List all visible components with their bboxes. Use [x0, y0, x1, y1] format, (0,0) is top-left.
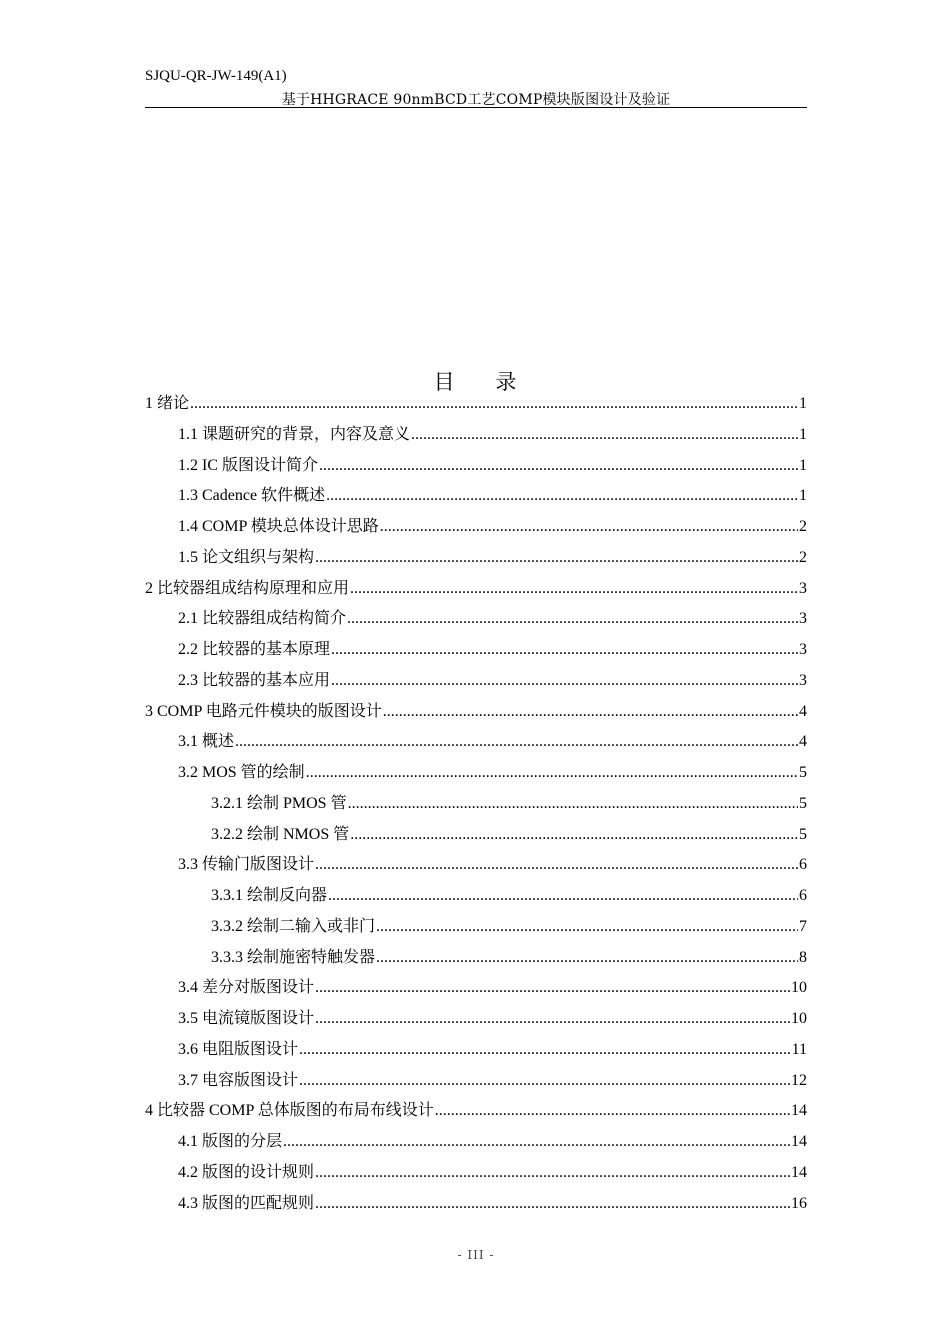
toc-entry-page: 14 — [791, 1133, 807, 1150]
toc-dot-leader — [376, 943, 798, 974]
toc-entry-page: 1 — [799, 395, 807, 412]
toc-entry-title: 3.2 MOS 管的绘制 — [178, 764, 305, 781]
toc-entry-title: 3.2.1 绘制 PMOS 管 — [211, 794, 347, 812]
toc-entry[interactable] — [145, 1066, 807, 1097]
toc-entry[interactable] — [145, 1035, 807, 1066]
toc-entry-page: 14 — [791, 1102, 807, 1120]
toc-entry-title: 3.3.2 绘制二输入或非门 — [211, 917, 376, 935]
toc-dot-leader — [299, 1066, 790, 1097]
toc-entry-title: 3.7 电容版图设计 — [178, 1071, 299, 1089]
toc-entry[interactable] — [145, 481, 807, 512]
toc-entry-page: 5 — [799, 794, 807, 812]
toc-entry-title: 2.2 比较器的基本原理 — [178, 641, 331, 658]
toc-entry[interactable] — [145, 1096, 807, 1127]
toc-entry-page: 6 — [799, 887, 807, 904]
toc-entry-page: 3 — [799, 671, 807, 689]
toc-entry-page: 8 — [799, 948, 807, 966]
toc-entry-page: 2 — [799, 518, 807, 535]
toc-entry-page: 1 — [799, 487, 807, 505]
toc-entry[interactable] — [145, 758, 807, 789]
toc-entry[interactable] — [145, 666, 807, 697]
toc-dot-leader — [315, 1004, 790, 1035]
page-number: - III - — [457, 1248, 495, 1262]
header-divider — [145, 107, 807, 108]
toc-entry-page: 3 — [799, 641, 807, 658]
toc-dot-leader — [319, 451, 798, 482]
toc-entry-page: 11 — [791, 1040, 807, 1058]
toc-entry[interactable] — [145, 1189, 807, 1220]
toc-entry-page: 16 — [791, 1194, 807, 1212]
toc-entry-page: 5 — [799, 764, 807, 781]
toc-dot-leader — [380, 512, 798, 543]
toc-entry[interactable] — [145, 389, 807, 420]
toc-dot-leader — [411, 420, 798, 451]
toc-entry[interactable] — [145, 451, 807, 482]
running-header-title: 基于HHGRACE 90nmBCD工艺COMP模块版图设计及验证 — [281, 92, 671, 108]
toc-dot-leader — [299, 1035, 791, 1066]
toc-entry-page: 7 — [799, 917, 807, 935]
toc-entry[interactable] — [145, 604, 807, 635]
toc-dot-leader — [348, 789, 798, 820]
toc-entry-title: 3.4 差分对版图设计 — [178, 979, 315, 997]
toc-dot-leader — [326, 481, 798, 512]
toc-dot-leader — [315, 1189, 790, 1220]
toc-entry-page: 3 — [799, 579, 807, 597]
toc-entry-page: 1 — [799, 456, 807, 474]
toc-dot-leader — [350, 820, 798, 851]
toc-entry[interactable] — [145, 727, 807, 758]
toc-entry[interactable] — [145, 850, 807, 881]
toc-dot-leader — [315, 1158, 790, 1189]
toc-dot-leader — [315, 973, 790, 1004]
toc-dot-leader — [350, 574, 798, 605]
table-of-contents — [145, 389, 807, 1219]
toc-entry-page: 4 — [799, 733, 807, 751]
toc-entry-page: 12 — [791, 1071, 807, 1089]
toc-entry[interactable] — [145, 543, 807, 574]
toc-entry-page: 14 — [791, 1163, 807, 1181]
toc-entry[interactable] — [145, 697, 807, 728]
toc-dot-leader — [328, 881, 798, 912]
toc-entry[interactable] — [145, 943, 807, 974]
toc-entry[interactable] — [145, 1127, 807, 1158]
toc-entry-title: 1 绪论 — [145, 395, 190, 412]
toc-dot-leader — [331, 666, 798, 697]
toc-entry[interactable] — [145, 881, 807, 912]
document-code: SJQU-QR-JW-149(A1) — [145, 68, 287, 84]
toc-entry-title: 1.4 COMP 模块总体设计思路 — [178, 518, 379, 535]
toc-dot-leader — [347, 604, 798, 635]
toc-entry-page: 10 — [791, 1010, 807, 1027]
toc-entry-title: 3.3 传输门版图设计 — [178, 856, 315, 874]
toc-entry[interactable] — [145, 912, 807, 943]
toc-entry[interactable] — [145, 820, 807, 851]
toc-entry-title: 3 COMP 电路元件模块的版图设计 — [145, 702, 382, 720]
toc-entry[interactable] — [145, 1158, 807, 1189]
toc-entry-page: 4 — [799, 702, 807, 720]
toc-dot-leader — [315, 850, 798, 881]
toc-entry-title: 2.1 比较器组成结构简介 — [178, 610, 347, 628]
toc-entry-title: 4.2 版图的设计规则 — [178, 1163, 315, 1181]
toc-entry-title: 2 比较器组成结构原理和应用 — [145, 579, 350, 597]
toc-entry[interactable] — [145, 789, 807, 820]
toc-entry[interactable] — [145, 1004, 807, 1035]
toc-dot-leader — [435, 1096, 790, 1127]
toc-entry-title: 3.5 电流镜版图设计 — [178, 1010, 315, 1027]
toc-entry-title: 4 比较器 COMP 总体版图的布局布线设计 — [145, 1102, 434, 1120]
toc-entry[interactable] — [145, 973, 807, 1004]
toc-heading: 目 录 — [433, 370, 519, 394]
toc-dot-leader — [383, 697, 798, 728]
toc-entry[interactable] — [145, 512, 807, 543]
toc-entry[interactable] — [145, 420, 807, 451]
toc-entry-page: 1 — [799, 425, 807, 443]
toc-entry-page: 2 — [799, 548, 807, 566]
toc-entry-title: 1.3 Cadence 软件概述 — [178, 487, 326, 505]
toc-entry-title: 3.6 电阻版图设计 — [178, 1040, 299, 1058]
toc-entry-title: 1.5 论文组织与架构 — [178, 548, 315, 566]
toc-entry-page: 6 — [799, 856, 807, 874]
toc-dot-leader — [190, 389, 798, 420]
toc-dot-leader — [283, 1127, 790, 1158]
toc-dot-leader — [306, 758, 798, 789]
toc-entry-title: 1.2 IC 版图设计简介 — [178, 456, 319, 474]
toc-entry-title: 2.3 比较器的基本应用 — [178, 671, 331, 689]
toc-entry-title: 3.2.2 绘制 NMOS 管 — [211, 825, 350, 843]
toc-dot-leader — [235, 727, 798, 758]
toc-dot-leader — [315, 543, 798, 574]
toc-entry[interactable] — [145, 574, 807, 605]
toc-entry-title: 3.3.1 绘制反向器 — [211, 887, 328, 904]
toc-entry-title: 3.1 概述 — [178, 733, 235, 751]
toc-dot-leader — [376, 912, 798, 943]
toc-dot-leader — [331, 635, 798, 666]
toc-entry-page: 10 — [791, 979, 807, 997]
toc-entry-title: 4.3 版图的匹配规则 — [178, 1194, 315, 1212]
toc-entry-page: 5 — [799, 825, 807, 843]
toc-entry-title: 1.1 课题研究的背景，内容及意义 — [178, 425, 411, 443]
toc-entry-title: 3.3.3 绘制施密特触发器 — [211, 948, 376, 966]
toc-entry-page: 3 — [799, 610, 807, 628]
toc-entry[interactable] — [145, 635, 807, 666]
toc-entry-title: 4.1 版图的分层 — [178, 1133, 283, 1150]
